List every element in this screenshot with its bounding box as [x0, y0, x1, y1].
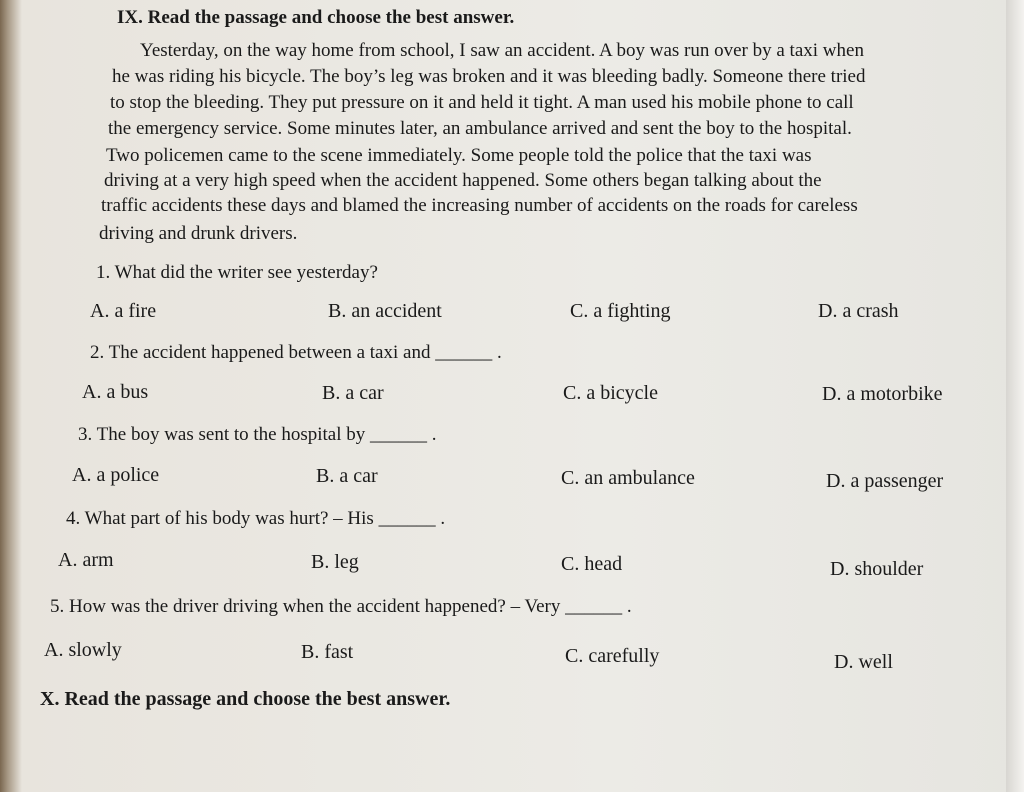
section-ix-heading: IX. Read the passage and choose the best answer.: [117, 7, 515, 28]
q4-option-d[interactable]: D. shoulder: [830, 558, 924, 580]
q2-option-b[interactable]: B. a car: [322, 382, 384, 404]
q2-option-d[interactable]: D. a motorbike: [822, 383, 943, 405]
q4-option-c[interactable]: C. head: [561, 553, 623, 575]
q2-option-c[interactable]: C. a bicycle: [563, 382, 658, 404]
passage-line: driving and drunk drivers.: [99, 223, 298, 244]
question-3: 3. The boy was sent to the hospital by ______ .: [78, 424, 437, 445]
q3-option-c[interactable]: C. an ambulance: [561, 467, 695, 489]
passage-line: driving at a very high speed when the accident happened. Some others began talking about the: [104, 170, 822, 191]
q3-option-b[interactable]: B. a car: [316, 465, 378, 487]
q5-option-b[interactable]: B. fast: [301, 641, 354, 663]
q3-option-d[interactable]: D. a passenger: [826, 470, 944, 492]
section-x-heading: X. Read the passage and choose the best answer.: [40, 688, 451, 710]
question-1: 1. What did the writer see yesterday?: [96, 262, 378, 283]
passage-line: the emergency service. Some minutes later, an ambulance arrived and sent the boy to the hospital.: [108, 118, 852, 139]
q4-option-b[interactable]: B. leg: [311, 551, 359, 573]
q1-option-c[interactable]: C. a fighting: [570, 300, 671, 322]
passage-line: he was riding his bicycle. The boy’s leg was broken and it was bleeding badly. Someone there tried: [112, 66, 866, 87]
passage-line: Two policemen came to the scene immediately. Some people told the police that the taxi was: [106, 145, 812, 166]
q5-option-a[interactable]: A. slowly: [44, 639, 122, 661]
q5-option-d[interactable]: D. well: [834, 651, 893, 673]
passage-line: to stop the bleeding. They put pressure on it and held it tight. A man used his mobile phone to call: [110, 92, 854, 113]
passage-line: Yesterday, on the way home from school, I saw an accident. A boy was run over by a taxi when: [140, 40, 864, 61]
q1-option-a[interactable]: A. a fire: [90, 300, 157, 322]
passage-line: traffic accidents these days and blamed the increasing number of accidents on the roads for careless: [101, 195, 858, 216]
question-5: 5. How was the driver driving when the accident happened? – Very ______ .: [50, 596, 632, 617]
q1-option-b[interactable]: B. an accident: [328, 300, 442, 322]
q3-option-a[interactable]: A. a police: [72, 464, 160, 486]
q1-option-d[interactable]: D. a crash: [818, 300, 899, 322]
q2-option-a[interactable]: A. a bus: [82, 381, 149, 403]
question-2: 2. The accident happened between a taxi and ______ .: [90, 342, 502, 363]
q5-option-c[interactable]: C. carefully: [565, 645, 660, 667]
question-4: 4. What part of his body was hurt? – His ______ .: [66, 508, 446, 529]
q4-option-a[interactable]: A. arm: [58, 549, 114, 571]
